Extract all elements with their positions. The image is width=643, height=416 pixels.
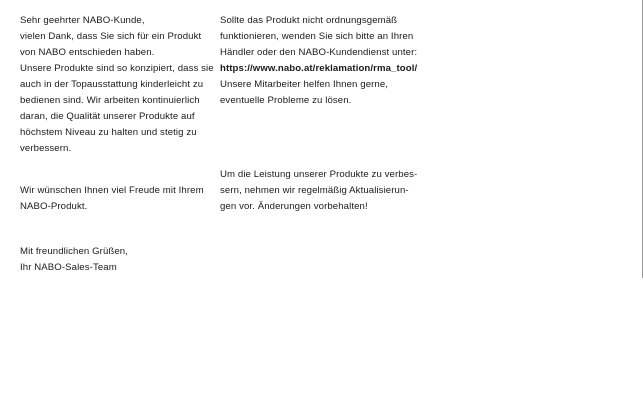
text-line: verbessern. (20, 143, 72, 154)
text-line: Mit freundlichen Grüßen, (20, 246, 128, 257)
closing-paragraph (20, 244, 215, 276)
left-column (20, 13, 215, 276)
text-line: Um die Leistung unserer Produkte zu verbes- (220, 169, 418, 180)
text-line: funktionieren, wenden Sie sich bitte an Ihren (220, 31, 414, 42)
text-line: Sehr geehrter NABO-Kunde, (20, 15, 145, 26)
text-line: bedienen sind. Wir arbeiten kontinuierlich (20, 95, 200, 106)
text-line: vielen Dank, dass Sie sich für ein Produkt (20, 31, 202, 42)
wish-paragraph (20, 183, 215, 215)
text-line: von NABO entschieden haben. (20, 47, 155, 58)
service-paragraph (220, 13, 630, 109)
text-line: Händler oder den NABO-Kundendienst unter: (220, 47, 418, 58)
text-line: eventuelle Probleme zu lösen. (220, 95, 352, 106)
text-line: auch in der Topausstattung kinderleicht zu (20, 79, 204, 90)
right-column (220, 13, 630, 215)
notice-paragraph (220, 167, 630, 215)
text-line: Unsere Mitarbeiter helfen Ihnen gerne, (220, 79, 389, 90)
text-line: gen vor. Änderungen vorbehalten! (220, 201, 368, 212)
intro-paragraph (20, 13, 215, 157)
text-line: daran, die Qualität unserer Produkte auf (20, 111, 195, 122)
text-line: Ihr NABO-Sales-Team (20, 262, 117, 273)
text-line: sern, nehmen wir regelmäßig Aktualisierun- (220, 185, 409, 196)
text-line: Wir wünschen Ihnen viel Freude mit Ihrem (20, 185, 204, 196)
reklamation-url-link[interactable]: https://www.nabo.at/reklamation/rma_tool/ (220, 63, 418, 74)
text-line: Sollte das Produkt nicht ordnungsgemäß (220, 15, 398, 26)
text-line: Unsere Produkte sind so konzipiert, dass sie (20, 63, 214, 74)
text-line: höchstem Niveau zu halten und stetig zu (20, 127, 197, 138)
text-line: NABO-Produkt. (20, 201, 88, 212)
